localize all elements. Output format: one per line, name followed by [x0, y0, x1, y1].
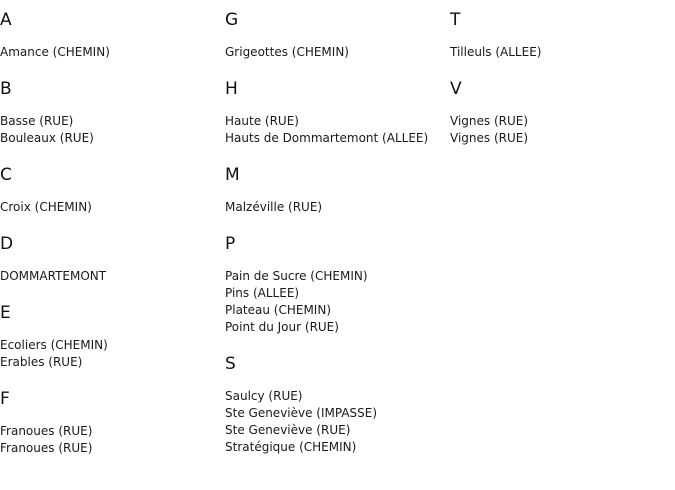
group-spacer — [0, 147, 220, 163]
group-spacer — [225, 336, 445, 352]
street-link[interactable]: Franoues (RUE) — [0, 441, 93, 455]
street-link[interactable]: Pain de Sucre (CHEMIN) — [225, 269, 368, 283]
street-link[interactable]: Amance (CHEMIN) — [0, 45, 110, 59]
letter-heading: E — [0, 303, 11, 323]
street-index-column-3 — [450, 8, 670, 163]
letter-group — [225, 8, 445, 77]
letter-group — [0, 163, 220, 232]
street-link[interactable]: Plateau (CHEMIN) — [225, 303, 332, 317]
street-link[interactable]: Grigeottes (CHEMIN) — [225, 45, 349, 59]
street-link[interactable]: Vignes (RUE) — [450, 114, 529, 128]
street-link[interactable]: Haute (RUE) — [225, 114, 299, 128]
street-link[interactable]: Bouleaux (RUE) — [0, 131, 94, 145]
group-spacer — [225, 216, 445, 232]
group-spacer — [0, 457, 220, 473]
letter-heading: G — [225, 10, 239, 30]
letter-group — [225, 77, 445, 163]
letter-heading: S — [225, 354, 236, 374]
street-link[interactable]: Malzéville (RUE) — [225, 200, 323, 214]
street-link[interactable]: Hauts de Dommartemont (ALLEE) — [225, 131, 429, 145]
letter-heading: P — [225, 234, 236, 254]
letter-heading: H — [225, 79, 238, 99]
street-link[interactable]: Ste Geneviève (RUE) — [225, 423, 351, 437]
street-index-column-1 — [0, 8, 220, 473]
group-spacer — [225, 61, 445, 77]
letter-group — [225, 163, 445, 232]
letter-group — [225, 232, 445, 352]
group-spacer — [450, 61, 670, 77]
street-link[interactable]: Franoues (RUE) — [0, 424, 93, 438]
group-spacer — [225, 147, 445, 163]
letter-group — [450, 8, 670, 77]
street-link[interactable]: Ecoliers (CHEMIN) — [0, 338, 108, 352]
letter-group — [0, 301, 220, 387]
letter-group — [225, 352, 445, 472]
letter-group — [0, 387, 220, 473]
letter-group — [450, 77, 670, 163]
street-link[interactable]: Vignes (RUE) — [450, 131, 529, 145]
letter-heading: A — [0, 10, 12, 30]
group-spacer — [0, 61, 220, 77]
street-link[interactable]: Tilleuls (ALLEE) — [450, 45, 542, 59]
street-link[interactable]: DOMMARTEMONT — [0, 269, 107, 283]
street-link[interactable]: Ste Geneviève (IMPASSE) — [225, 406, 378, 420]
letter-heading: D — [0, 234, 14, 254]
street-link[interactable]: Stratégique (CHEMIN) — [225, 440, 357, 454]
letter-group — [0, 232, 220, 301]
letter-group — [0, 77, 220, 163]
street-link[interactable]: Erables (RUE) — [0, 355, 83, 369]
letter-heading: F — [0, 389, 10, 409]
street-link[interactable]: Pins (ALLEE) — [225, 286, 300, 300]
group-spacer — [0, 285, 220, 301]
letter-heading: M — [225, 165, 240, 185]
street-link[interactable]: Saulcy (RUE) — [225, 389, 303, 403]
letter-heading: V — [450, 79, 462, 99]
group-spacer — [450, 147, 670, 163]
letter-group — [0, 8, 220, 77]
street-index-column-2 — [225, 8, 445, 472]
letter-heading: T — [450, 10, 461, 30]
letter-heading: B — [0, 79, 12, 99]
street-link[interactable]: Point du Jour (RUE) — [225, 320, 339, 334]
street-link[interactable]: Basse (RUE) — [0, 114, 74, 128]
street-link[interactable]: Croix (CHEMIN) — [0, 200, 92, 214]
letter-heading: C — [0, 165, 12, 185]
group-spacer — [225, 456, 445, 472]
group-spacer — [0, 371, 220, 387]
group-spacer — [0, 216, 220, 232]
